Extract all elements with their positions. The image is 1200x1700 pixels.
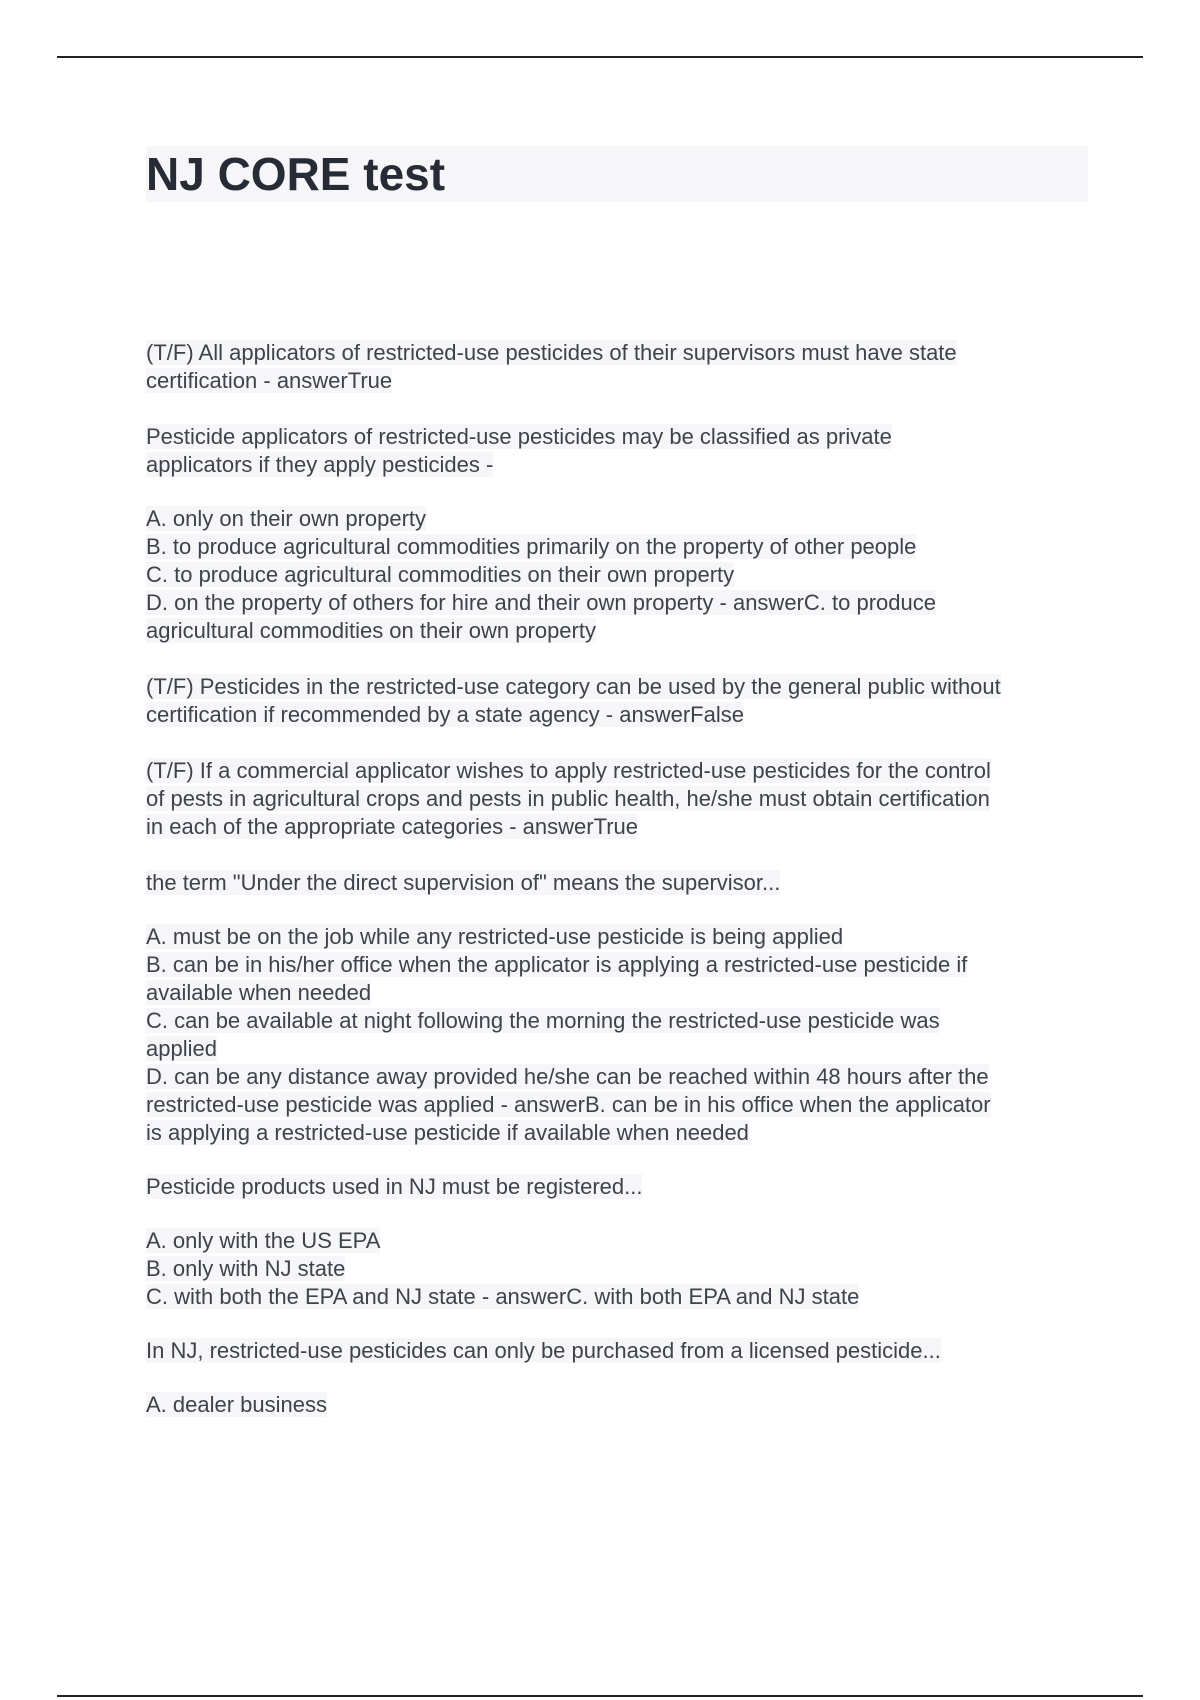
text-line: Pesticide applicators of restricted-use pesticides may be classified as private — [146, 424, 892, 449]
text-line: the term "Under the direct supervision of" means the supervisor... — [146, 870, 781, 895]
text-line: (T/F) All applicators of restricted-use pesticides of their supervisors must have state — [146, 340, 957, 365]
option-line: is applying a restricted-use pesticide if available when needed — [146, 1120, 749, 1145]
text-line: certification - answerTrue — [146, 368, 393, 393]
text-line: In NJ, restricted-use pesticides can only be purchased from a licensed pesticide... — [146, 1338, 941, 1363]
option-line: A. only with the US EPA — [146, 1228, 381, 1253]
question-5 — [146, 869, 1096, 897]
option-line: B. to produce agricultural commodities primarily on the property of other people — [146, 534, 917, 559]
option-line: D. can be any distance away provided he/she can be reached within 48 hours after the — [146, 1064, 989, 1089]
document-body — [146, 339, 1096, 1419]
question-6-options — [146, 1227, 1096, 1311]
bottom-rule — [57, 1695, 1143, 1697]
question-3 — [146, 673, 1096, 729]
question-1 — [146, 339, 1096, 395]
question-4 — [146, 757, 1096, 841]
option-line: A. dealer business — [146, 1392, 327, 1417]
option-line: restricted-use pesticide was applied - answerB. can be in his office when the applicator — [146, 1092, 991, 1117]
option-line: C. with both the EPA and NJ state - answerC. with both EPA and NJ state — [146, 1284, 860, 1309]
question-7-options — [146, 1391, 1096, 1419]
option-line: B. can be in his/her office when the applicator is applying a restricted-use pesticide if — [146, 952, 968, 977]
option-line: agricultural commodities on their own property — [146, 618, 596, 643]
option-line: A. only on their own property — [146, 506, 427, 531]
question-5-options — [146, 923, 1096, 1147]
text-line: Pesticide products used in NJ must be registered... — [146, 1174, 643, 1199]
page-title: NJ CORE test — [146, 148, 446, 200]
option-line: C. to produce agricultural commodities on their own property — [146, 562, 735, 587]
question-2 — [146, 423, 1096, 479]
text-line: (T/F) Pesticides in the restricted-use category can be used by the general public without — [146, 674, 1001, 699]
text-line: certification if recommended by a state agency - answerFalse — [146, 702, 744, 727]
option-line: B. only with NJ state — [146, 1256, 346, 1281]
question-2-options — [146, 505, 1096, 645]
option-line: applied — [146, 1036, 217, 1061]
text-line: in each of the appropriate categories - answerTrue — [146, 814, 639, 839]
top-rule — [57, 56, 1143, 58]
text-line: of pests in agricultural crops and pests in public health, he/she must obtain certification — [146, 786, 990, 811]
option-line: A. must be on the job while any restricted-use pesticide is being applied — [146, 924, 844, 949]
text-line: (T/F) If a commercial applicator wishes to apply restricted-use pesticides for the control — [146, 758, 991, 783]
question-6 — [146, 1173, 1096, 1201]
option-line: D. on the property of others for hire and their own property - answerC. to produce — [146, 590, 936, 615]
option-line: C. can be available at night following the morning the restricted-use pesticide was — [146, 1008, 940, 1033]
option-line: available when needed — [146, 980, 372, 1005]
question-7 — [146, 1337, 1096, 1365]
text-line: applicators if they apply pesticides - — [146, 452, 494, 477]
